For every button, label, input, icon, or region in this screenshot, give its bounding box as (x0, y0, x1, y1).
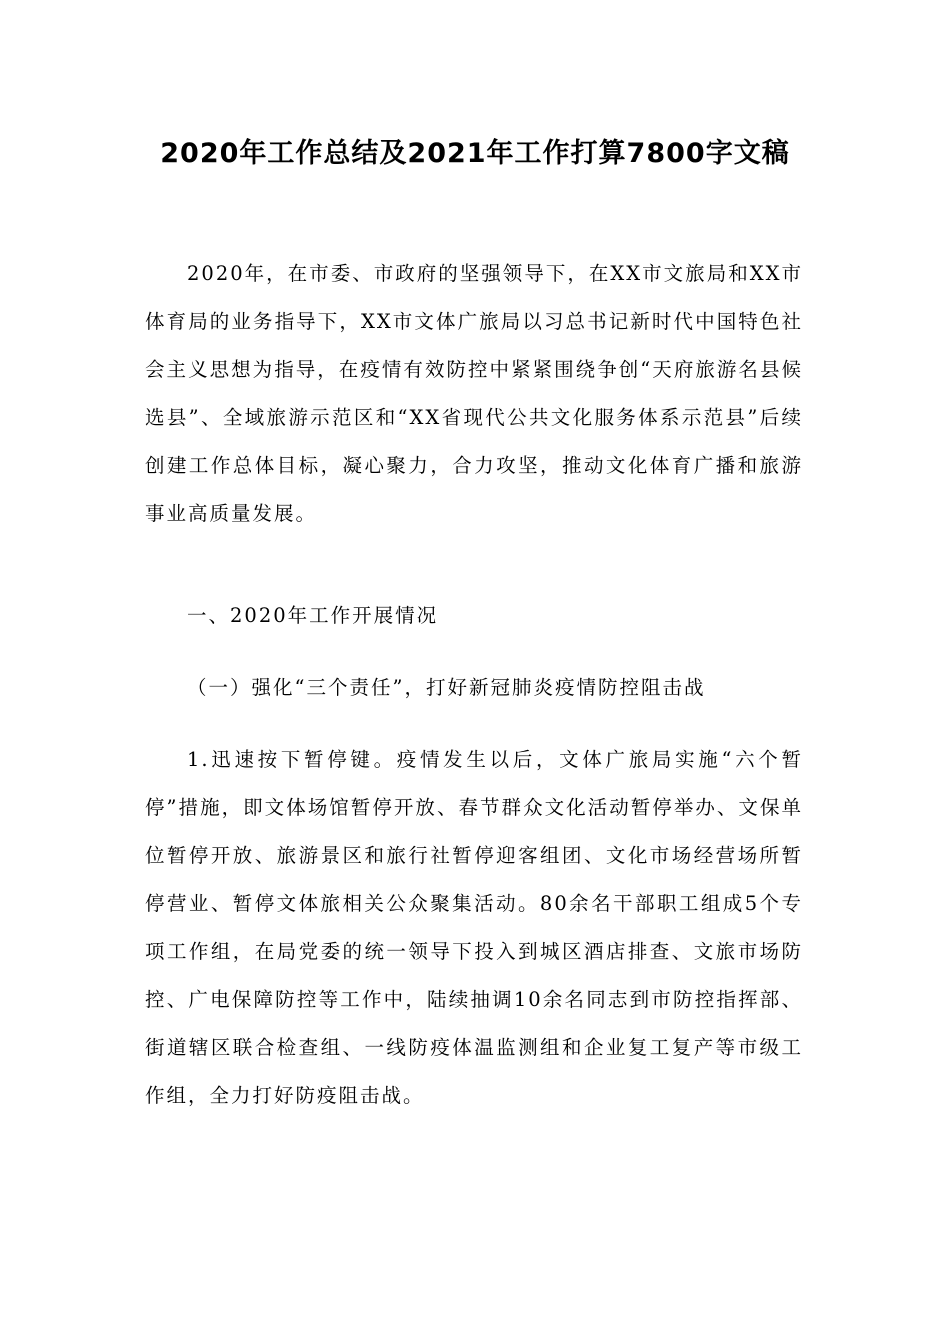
document-title: 2020年工作总结及2021年工作打算7800字文稿 (160, 138, 790, 169)
subsection-heading: （一）强化“三个责任”，打好新冠肺炎疫情防控阻击战 (187, 676, 706, 699)
intro-paragraph: 2020年，在市委、市政府的坚强领导下，在XX市文旅局和XX市体育局的业务指导下，XX市文体广旅局以习总书记新时代中国特色社会主义思想为指导，在疫情有效防控中紧紧围绕争创“天府旅游名县候选县”、全域旅游示范区和“XX省现代公共文化服务体系示范县”后续创建工作总体目标，凝心聚力，合力攻坚，推动文化体育广播和旅游事业高质量发展。 (145, 262, 803, 525)
item-paragraph: 1.迅速按下暂停键。疫情发生以后，文体广旅局实施“六个暂停”措施，即文体场馆暂停开放、春节群众文化活动暂停举办、文保单位暂停开放、旅游景区和旅行社暂停迎客组团、文化市场经营场所暂停营业、暂停文体旅相关公众聚集活动。80余名干部职工组成5个专项工作组，在局党委的统一领导下投入到城区酒店排查、文旅市场防控、广电保障防控等工作中，陆续抽调10余名同志到市防控指挥部、街道辖区联合检查组、一线防疫体温监测组和企业复工复产等市级工作组，全力打好防疫阻击战。 (145, 748, 803, 1107)
section-heading: 一、2020年工作开展情况 (187, 604, 439, 627)
